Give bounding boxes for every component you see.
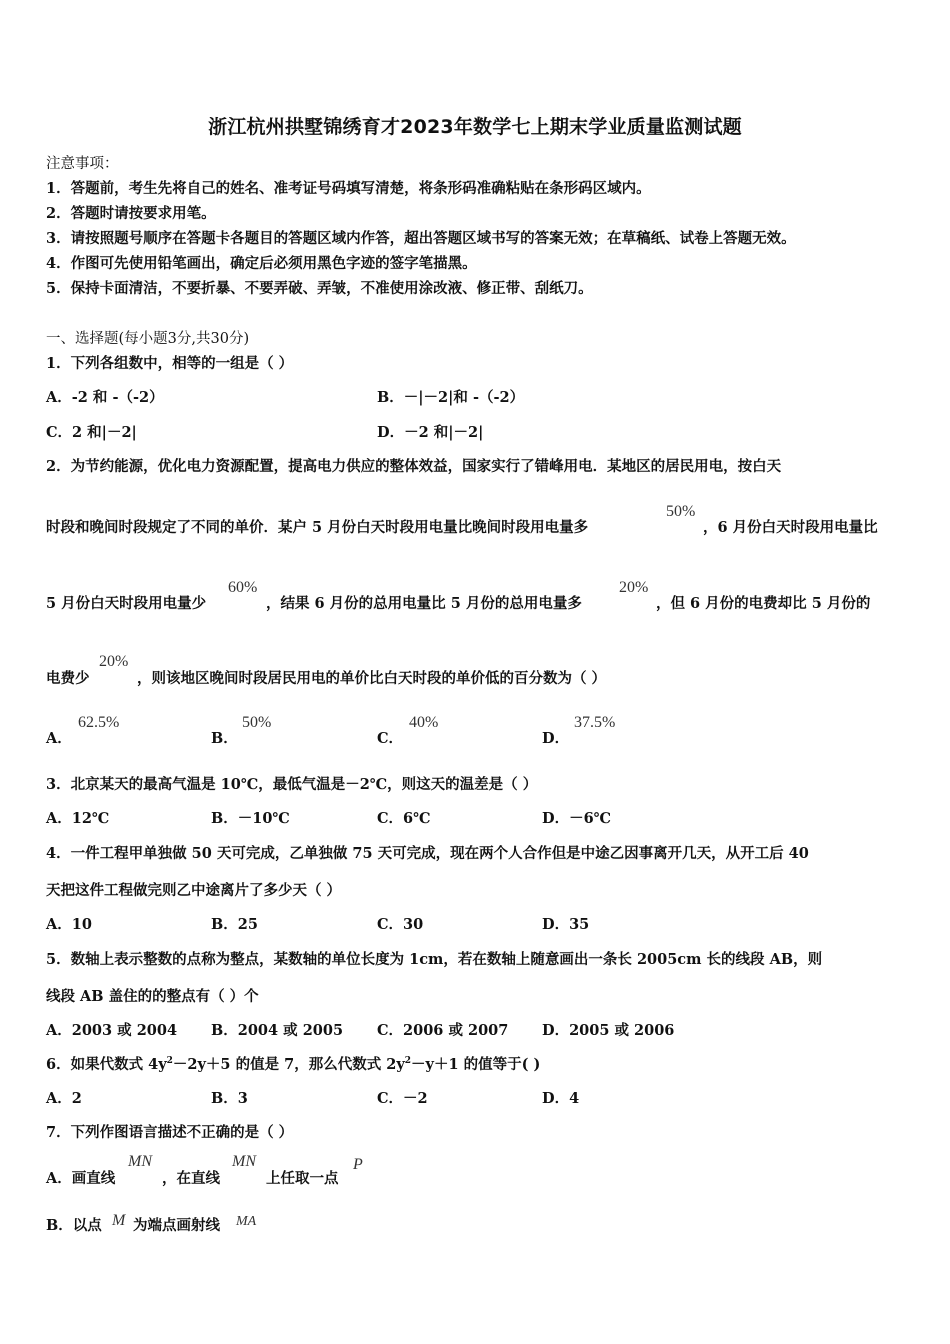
q2-option-d-value: 37.5%	[574, 714, 616, 731]
q5-option-a: A．2003 或 2004	[46, 1022, 178, 1039]
q2-line2b: ，6 月份白天时段用电量比	[703, 519, 878, 536]
q3-option-c: C．6℃	[377, 810, 431, 827]
q6-stem-part: －y＋1 的值等于( )	[411, 1056, 541, 1073]
q6-stem-part: 6．如果代数式 4y	[46, 1056, 167, 1073]
q4-option-b: B．25	[211, 916, 258, 933]
notice-heading: 注意事项：	[46, 156, 119, 172]
q1-option-c: C．2 和|－2|	[46, 424, 137, 441]
q7-option-a-math: MN	[232, 1153, 256, 1170]
q2-percent-3: 20%	[619, 579, 649, 596]
q7-option-a-math: MN	[128, 1153, 152, 1170]
section-heading: 一、选择题(每小题3分,共30分)	[46, 331, 250, 347]
q7-option-b-part: B．以点	[46, 1217, 102, 1234]
q4-line1: 4．一件工程甲单独做 50 天可完成，乙单独做 75 天可完成，现在两个人合作但是中途乙因事离开几天，从开工后 40	[46, 845, 809, 862]
q3-option-d: D．－6℃	[542, 810, 612, 827]
q6-option-c: C．－2	[377, 1090, 428, 1107]
q2-line3a: 5 月份白天时段用电量少	[46, 595, 207, 612]
q2-percent-4: 20%	[99, 653, 129, 670]
q4-option-d: D．35	[542, 916, 590, 933]
notice-item: 2．答题时请按要求用笔。	[46, 205, 216, 222]
q2-line4b: ，则该地区晚间时段居民用电的单价比白天时段的单价低的百分数为（ ）	[137, 670, 607, 687]
q7-stem: 7．下列作图语言描述不正确的是（ ）	[46, 1124, 294, 1141]
q6-superscript: 2	[166, 1056, 173, 1067]
q2-option-b-value: 50%	[242, 714, 272, 731]
q5-option-b: B．2004 或 2005	[211, 1022, 344, 1039]
q1-option-b: B．－|－2|和 -（-2）	[377, 389, 525, 406]
q2-line3b: ，结果 6 月份的总用电量比 5 月份的总用电量多	[266, 595, 582, 612]
q1-option-a: A．-2 和 -（-2）	[46, 389, 164, 406]
q6-option-d: D．4	[542, 1090, 580, 1107]
q6-stem-part: －2y＋5 的值是 7，那么代数式 2y	[172, 1056, 405, 1073]
q7-option-a-math: P	[353, 1156, 363, 1173]
q6-superscript: 2	[404, 1056, 412, 1067]
q2-option-c-value: 40%	[409, 714, 439, 731]
q5-line2: 线段 AB 盖住的的整点有（ ）个	[46, 988, 259, 1005]
q3-option-a: A．12℃	[46, 810, 110, 827]
q2-line4a: 电费少	[46, 670, 90, 687]
q2-line3c: ，但 6 月份的电费却比 5 月份的	[656, 595, 871, 612]
q7-option-b-part: 为端点画射线	[133, 1217, 220, 1234]
notice-item: 5．保持卡面清洁，不要折暴、不要弄破、弄皱，不准使用涂改液、修正带、刮纸刀。	[46, 280, 593, 297]
q6-option-b: B．3	[211, 1090, 248, 1107]
q3-stem: 3．北京某天的最高气温是 10℃，最低气温是－2℃，则这天的温差是（ ）	[46, 776, 538, 793]
q2-line1: 2．为节约能源，优化电力资源配置，提高电力供应的整体效益，国家实行了错峰用电．某地区的居民用电，按白天	[46, 458, 782, 475]
notice-item: 1．答题前，考生先将自己的姓名、准考证号码填写清楚，将条形码准确粘贴在条形码区域内。	[46, 180, 651, 197]
q7-option-a-part: 上任取一点	[266, 1170, 339, 1187]
q2-option-a-label: A．	[46, 730, 72, 747]
q2-option-a-value: 62.5%	[78, 714, 120, 731]
notice-item: 3．请按照题号顺序在答题卡各题目的答题区域内作答，超出答题区域书写的答案无效；在草稿纸、试卷上答题无效。	[46, 230, 796, 247]
q2-option-c-label: C．	[377, 730, 404, 747]
q3-option-b: B．－10℃	[211, 810, 290, 827]
q4-option-c: C．30	[377, 916, 424, 933]
page-title: 浙江杭州拱墅锦绣育才2023年数学七上期末学业质量监测试题	[208, 116, 742, 138]
q2-percent-2: 60%	[228, 579, 258, 596]
notice-item: 4．作图可先使用铅笔画出，确定后必须用黑色字迹的签字笔描黑。	[46, 255, 477, 272]
q2-line2a: 时段和晚间时段规定了不同的单价．某户 5 月份白天时段用电量比晚间时段用电量多	[46, 519, 589, 536]
q6-option-a: A．2	[46, 1090, 82, 1107]
q5-option-c: C．2006 或 2007	[377, 1022, 509, 1039]
q1-option-d: D．－2 和|－2|	[377, 424, 484, 441]
q5-line1: 5．数轴上表示整数的点称为整点，某数轴的单位长度为 1cm，若在数轴上随意画出一条长 2005cm 长的线段 AB，则	[46, 951, 823, 968]
q7-option-b-math: M	[112, 1212, 126, 1229]
q4-option-a: A．10	[46, 916, 92, 933]
q6-stem	[46, 1053, 540, 1074]
q7-option-b-math: MA	[236, 1214, 257, 1229]
q7-option-a-part: ，在直线	[162, 1170, 220, 1187]
q7-option-a-part: A．画直线	[46, 1170, 116, 1187]
q2-option-b-label: B．	[211, 730, 238, 747]
q1-stem: 1．下列各组数中，相等的一组是（ ）	[46, 355, 294, 372]
q4-line2: 天把这件工程做完则乙中途离片了多少天（ ）	[46, 882, 342, 899]
q2-percent-1: 50%	[666, 503, 696, 520]
q2-option-d-label: D．	[542, 730, 570, 747]
q5-option-d: D．2005 或 2006	[542, 1022, 675, 1039]
